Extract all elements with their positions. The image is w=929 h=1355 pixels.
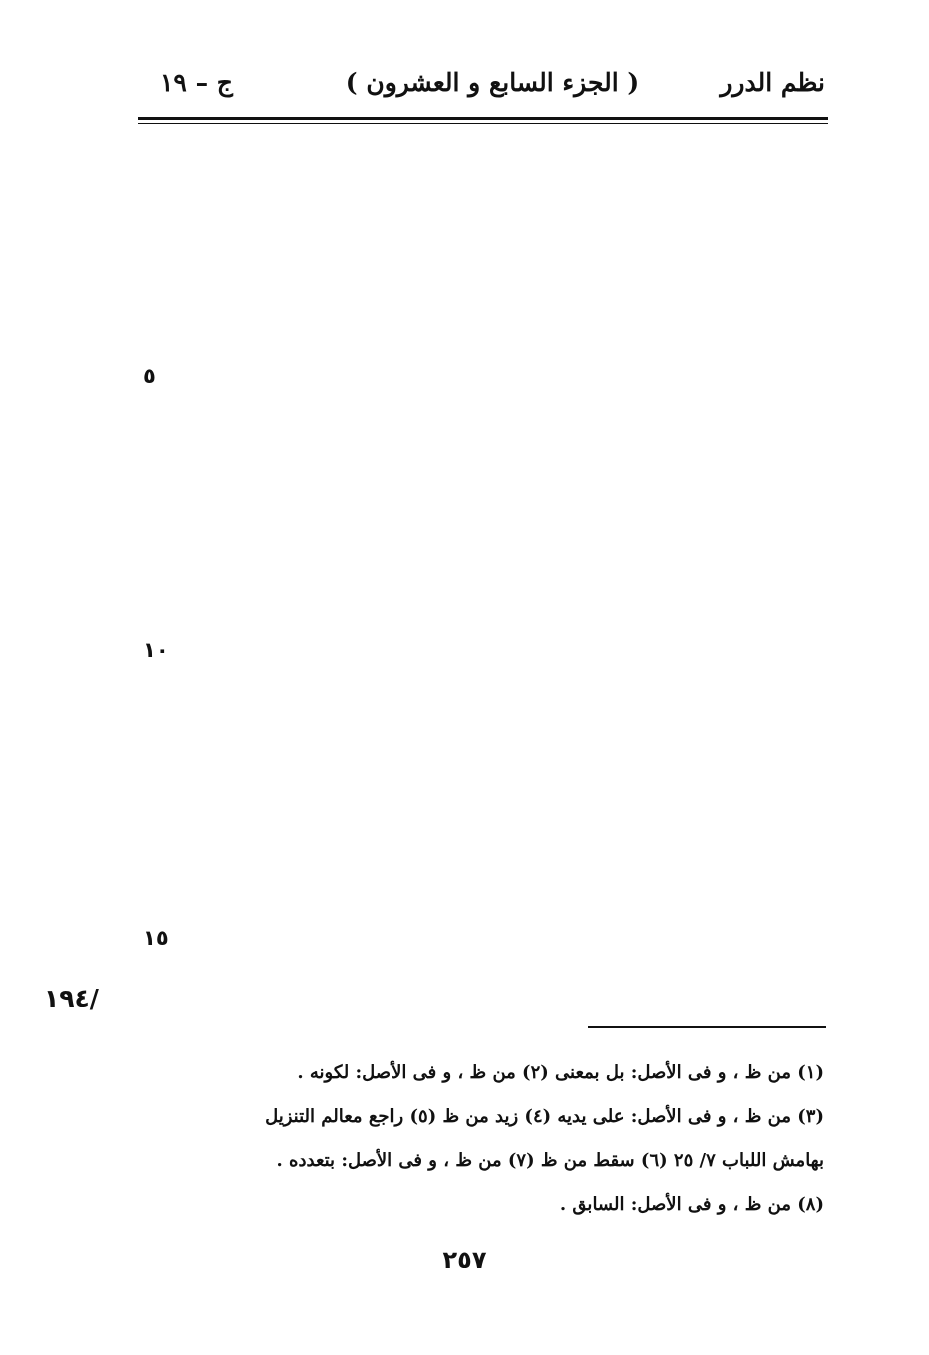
footnote-line: بهامش اللباب ٧/ ٢٥ (٦) سقط من ظ (٧) من ظ ، و فى الأصل: بتعدده . [276, 1150, 824, 1171]
running-header [160, 64, 825, 110]
manuscript-folio-ref: /١٩٤ [44, 984, 99, 1013]
header-volume: ج – ١٩ [160, 68, 233, 97]
footnote-line: (٨) من ظ ، و فى الأصل: السابق . [559, 1194, 824, 1215]
line-number-10: ١٠ [143, 638, 169, 662]
header-rule-thin [138, 123, 828, 124]
line-number-5: ٥ [143, 364, 156, 388]
header-part-title: ( الجزء السابع و العشرون ) [345, 68, 640, 97]
footnote-line: (١) من ظ ، و فى الأصل: بل بمعنى (٢) من ظ ، و فى الأصل: لكونه . [297, 1062, 824, 1083]
footnote-line: (٣) من ظ ، و فى الأصل: على يديه (٤) زيد من ظ (٥) راجع معالم التنزيل [265, 1106, 824, 1127]
footnote-rule [588, 1026, 826, 1028]
line-number-15: ١٥ [143, 926, 169, 950]
header-rule-thick [138, 117, 828, 120]
page-number: ٢٥٧ [442, 1246, 487, 1274]
header-book-title: نظم الدرر [720, 68, 825, 97]
